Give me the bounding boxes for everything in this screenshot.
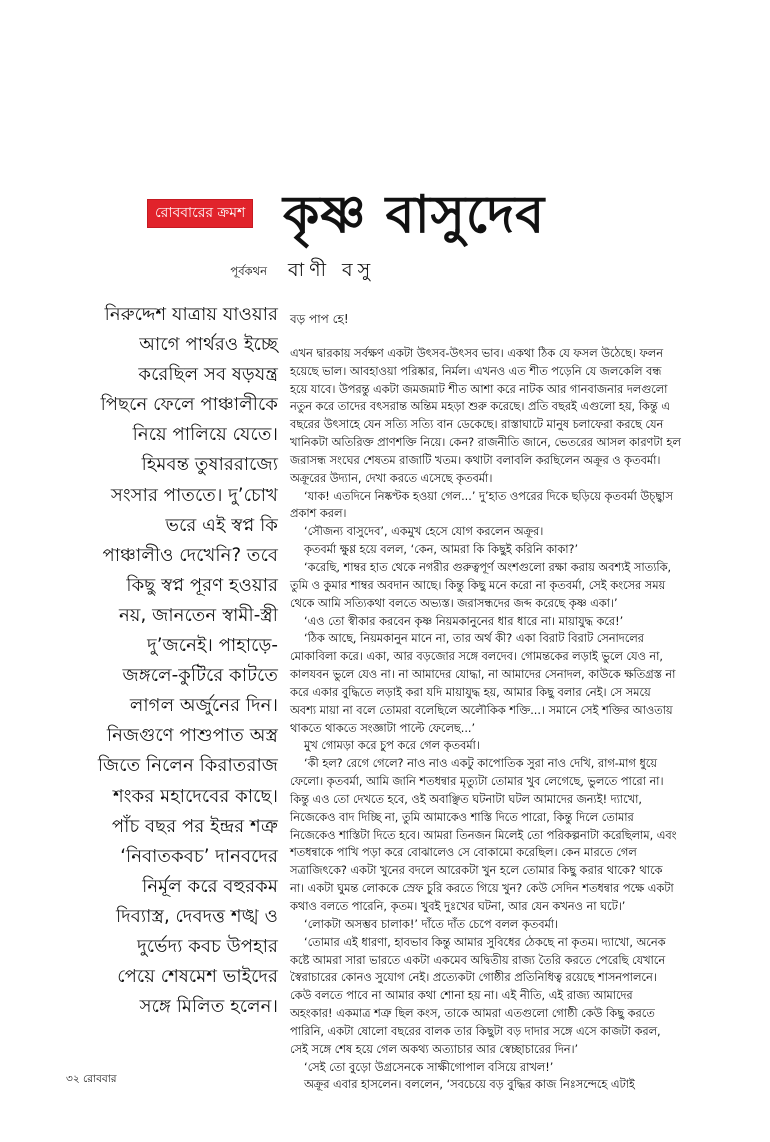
pull-quote-line: পিছনে ফেলে পাঞ্চালীকে [100,394,278,416]
pull-quote-line: হিমবন্ত তুষাররাজ্যে [141,454,278,476]
body-text-line: মোকাবিলা করে। একা, আর বড়জোর সঙ্গে বলদেব। গোমন্তকের লড়াই ভুলে যেও না, [290,650,663,664]
body-text-line: ‘লোকটা অসম্ভব চালাক!’ দাঁতে দাঁত চেপে বলল কৃতবর্মা। [304,917,559,931]
body-text-line: ‘যাক! এতদিনে নিষ্কণ্টক হওয়া গেল...’ দু’হাত ওপরের দিকে ছড়িয়ে কৃতবর্মা উচ্ছ্বাস [304,489,673,503]
pull-quote-line: নয়, জানতেন স্বামী-স্ত্রী [118,604,278,626]
body-text-line: অক্রূরের উদ্যান, দেখা করতে এসেছে কৃতবর্মা। [290,471,493,485]
body-text-line: নতুন করে তাদের বৎসরান্ত অন্তিম মহড়া শুরু করেছে। প্রতি বছরই এগুলো হয়, কিন্তু এ [290,400,670,414]
pull-quote-line: সংসার পাততে। দু’চোখ [110,484,278,506]
body-text-line: পারিনি, একটা ষোলো বছরের বালক তার কিছুটা বড় দাদার সঙ্গে এসে কাজটা করল, [290,1024,661,1038]
body-text-line: ‘কী হল? রেগে গেলে? নাও নাও একটু কাপোতিক সুরা নাও দেখি, রাগ-মাগ ধুয়ে [304,757,657,771]
pull-quote-line: ‘নিবাতকবচ’ দানবদের [120,845,278,867]
body-text-line: কিন্তু এও তো দেখতে হবে, ওই অবাঞ্ছিত ঘটনাটা ঘটল আমাদের জন্যই! দ্যাখো, [290,792,642,806]
pull-quote-line: জঙ্গলে-কুটিরে কাটতে [122,665,278,687]
body-text-line: বছরের উৎসাহে যেন সত্যি সত্যি বান ডেকেছে। রাস্তাঘাটে মানুষ চলাফেরা করছে যেন [290,418,664,432]
body-text-line: করে একার বুদ্ধিতে লড়াই করা যদি মায়াযুদ্ধ হয়, আমার কিছু বলার নেই। সে সময়ে [290,685,651,699]
body-text-line: অবশ্য মায়া না বলে তোমরা বলেছিলে অলৌকিক শক্তি...। সমানে সেই শক্তির আওতায় [290,703,673,717]
body-text-line: মুখ গোমড়া করে চুপ করে গেল কৃতবর্মা। [304,739,480,753]
series-label-badge: রোববারের ক্রমশ [147,199,253,228]
prelude-label: পূর্বকথন [230,264,267,278]
body-text-line: প্রকাশ করল। [290,507,347,521]
body-text-line: ‘সৌজন্য বাসুদেব’, একমুখ হেসে যোগ করলেন অক্রূর। [304,525,544,539]
pull-quote-line: ভরে এই স্বপ্ন কি [165,514,278,536]
body-text-line: হয়েছে ভাল। আবহাওয়া পরিষ্কার, নির্মল। এখনও এত শীত পড়েনি যে জলকেলি বন্ধ [290,364,662,378]
body-text-line: জরাসন্ধ সংঘের শেষতম রাজাটি খতম। কথাটা বলাবলি করছিলেন অক্রূর ও কৃতবর্মা। [290,453,661,467]
pull-quote [36,300,278,1022]
body-text-line: কষ্টে আমরা সারা ভারতে একটা একমেব অদ্বিতীয় রাজ্য তৈরি করতে পেরেছি যেখানে [290,953,666,967]
body-text-line: কালযবন ভুলে যেও না। না আমাদের যোদ্ধা, না আমাদের সেনাদল, কাউকে ক্ষতিগ্রস্ত না [290,668,676,682]
body-text-line: খানিকটা অতিরিক্ত প্রাণশক্তি নিয়ে। কেন? রাজনীতি জানে, ভেতরের আসল কারণটা হল [290,436,681,450]
pull-quote-line: কিছু স্বপ্ন পূরণ হওয়ার [126,574,278,596]
article-body [290,311,755,1094]
pull-quote-line: দিব্যাস্ত্র, দেবদত্ত শঙ্খ ও [116,905,278,927]
body-text-line: অক্রূর এবার হাসলেন। বললেন, ‘সবচেয়ে বড় বুদ্ধির কাজ নিঃসন্দেহে এটাই [304,1078,635,1092]
pull-quote-line: করেছিল সব ষড়যন্ত্র [138,364,278,386]
body-text-line: ‘ঠিক আছে, নিয়মকানুন মানে না, তার অর্থ কী? একা বিরাট বিরাট সেনাদলের [304,632,644,646]
body-text-line: সত্রাজিৎকে? একটা খুনের বদলে আরেকটা খুন হলে তোমার কিছু করার থাকে? থাকে [290,864,663,878]
pull-quote-line: দুর্ভেদ্য কবচ উপহার [137,935,278,957]
body-text-line: এখন দ্বারকায় সর্বক্ষণ একটা উৎসব-উৎসব ভাব। একথা ঠিক যে ফসল উঠেছে। ফলন [290,346,663,360]
pull-quote-line: নির্মূল করে বহুরকম [142,875,278,897]
body-text-line: ‘তোমার এই ধারণা, হাবভাব কিন্তু আমার সুবিধের ঠেকছে না কৃতম। দ্যাখো, অনেক [304,935,666,949]
opening-line: বড় পাপ হে! [290,312,349,326]
body-text-line: হয়ে যাবে। উপরন্তু একটা জমজমাট শীত আশা করে নাটক আর গানবাজনার দলগুলো [290,382,668,396]
body-text-line: অহংকার! একমাত্র শত্রু ছিল কংস, তাকে আমরা এতগুলো গোষ্ঠী কেউ কিছু করতে [290,1007,655,1021]
body-text-line: ‘এও তো স্বীকার করবেন কৃষ্ণ নিয়মকানুনের ধার ধারে না। মায়াযুদ্ধ করে!’ [304,614,624,628]
body-text-line: ‘সেই তো বুড়ো উগ্রসেনকে সাক্ষীগোপাল বসিয়ে রাখল!’ [304,1060,554,1074]
body-text-line: থেকে আমি সত্যিকথা বলতে অভ্যস্ত। জরাসন্ধদের জব্দ করেছে কৃষ্ণ একা।’ [290,596,618,610]
body-text-line: ‘করেছি, শাম্বর হাত থেকে নগরীর গুরুত্বপূর্ণ অংশগুলো রক্ষা করায় অবশ্যই সাত্যকি, [304,560,672,574]
pull-quote-line: দু’জনেই। পাহাড়ে- [147,635,278,657]
body-text-line: শতধন্বাকে পাখি পড়া করে বোঝালেও সে বোকামো করেছিল। কেন মারতে গেল [290,846,637,860]
pull-quote-line: শংকর মহাদেবের কাছে। [113,785,278,807]
body-text-line: তুমি ও কুমার শাম্বর অবদান আছে। কিন্তু কিছু মনে করো না কৃতবর্মা, সেই কংসের সময় [290,578,666,592]
body-text-line: কথাও বলতে পারেনি, কৃতম। খুবই দুঃখের ঘটনা, আর যেন কখনও না ঘটে।’ [290,900,626,913]
pull-quote-line: পাঞ্চালীও দেখেনি? তবে [102,544,278,566]
body-text-line: সেই সঙ্গে শেষ হয়ে গেল অকথ্য অত্যাচার আর স্বেচ্ছাচারের দিন।’ [290,1042,579,1056]
pull-quote-line: নিরুদ্দেশ যাত্রায় যাওয়ার [104,304,278,325]
pull-quote-line: পাঁচ বছর পর ইন্দ্রর শত্রু [111,815,278,837]
author-name: বাণী বসু [288,259,376,281]
pull-quote-line: সঙ্গে মিলিত হলেন। [139,996,278,1018]
pull-quote-line: জিতে নিলেন কিরাতরাজ [97,755,278,777]
pull-quote-line: লাগল অর্জুনের দিন। [129,695,278,717]
page-folio: ৩২ রোববার [66,1073,117,1085]
body-text-line: ফেলো। কৃতবর্মা, আমি জানি শতধন্বার মৃত্যুটা তোমার খুব লেগেছে, ভুলতে পারো না। [290,775,664,789]
body-text-line: কেউ বলতে পাবে না আমার কথা শোনা হয় না। এই নীতি, এই রাজ্য আমাদের [290,989,633,1003]
pull-quote-line: নিয়ে পালিয়ে যেতে। [132,424,278,446]
body-text-line: স্বৈরাচারের কোনও সুযোগ নেই। প্রত্যেকটা গোষ্ঠীর প্রতিনিধিত্ব রয়েছে শাসনপালনে। [290,971,657,985]
body-text-line: নিজেকেও শাস্তিটা দিতে হবে। আমরা তিনজন মিলেই তো পরিকল্পনাটা করেছিলাম, এবং [290,828,677,842]
body-text-line: কৃতবর্মা ক্ষুণ্ণ হয়ে বলল, ‘কেন, আমরা কি কিছুই করিনি কাকা?’ [304,543,579,557]
pull-quote-line: পেয়ে শেষমেশ ভাইদের [117,966,278,988]
pull-quote-line: নিজগুণে পাশুপাত অস্ত্র [106,725,278,747]
article-title: কৃষ্ণ বাসুদেব [283,185,546,245]
body-text-line: না। একটা ঘুমন্ত লোককে স্রেফ চুরি করতে গিয়ে খুন? কেউ সেদিন শতধন্বার পক্ষে একটা [290,882,674,896]
body-text-line: থাকতে থাকতে সংজ্ঞাটা পাল্টে ফেলেছ...’ [290,721,476,735]
pull-quote-line: আগে পার্থরও ইচ্ছে [139,334,278,356]
body-text-line: নিজেকেও বাদ দিচ্ছি না, তুমি আমাকেও শাস্তি দিতে পারো, কিন্তু দিলে তোমার [290,810,634,824]
